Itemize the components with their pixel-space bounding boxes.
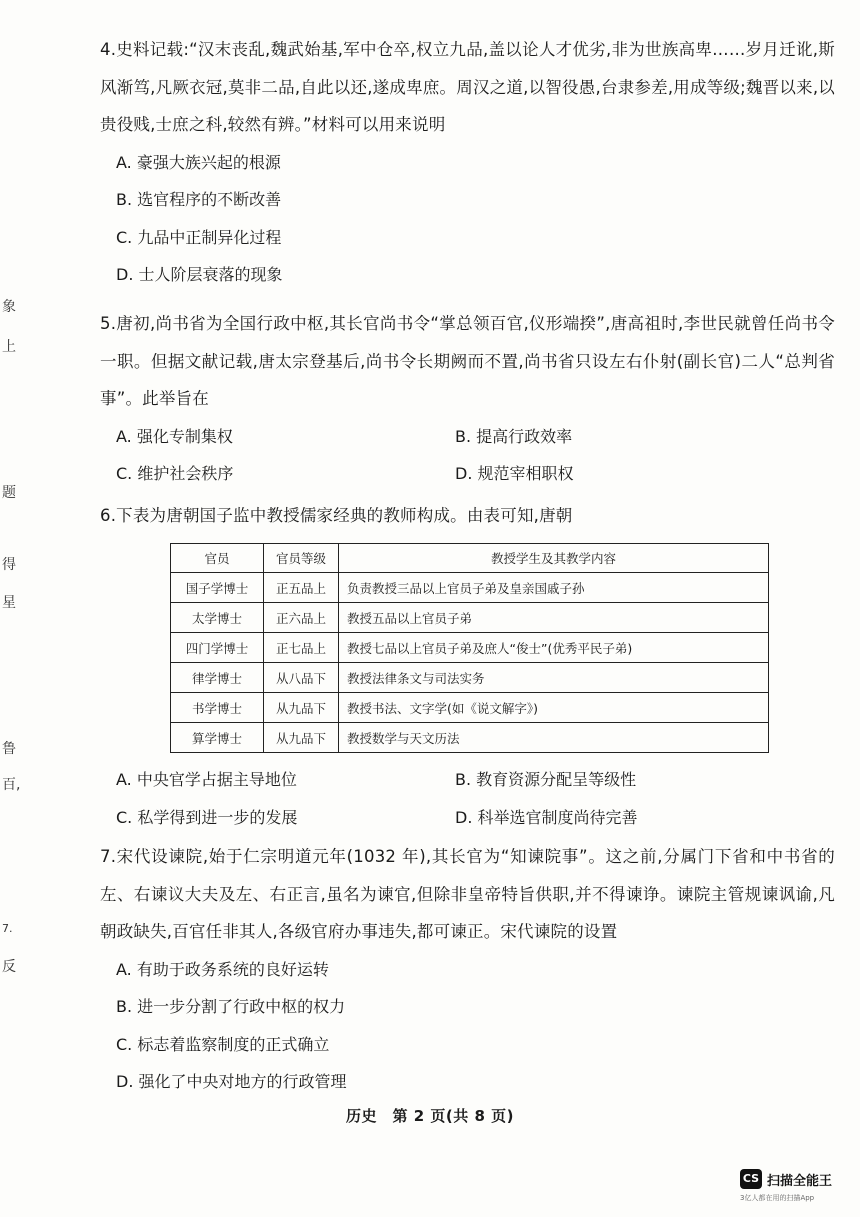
margin-char: 象	[2, 299, 16, 315]
options-row	[100, 455, 835, 493]
question-6-options	[100, 761, 835, 836]
table-cell: 教授书法、文字学(如《说文解字》)	[339, 693, 769, 723]
options-row	[100, 799, 835, 837]
question-7	[100, 838, 835, 1101]
option-b: B. 选官程序的不断改善	[116, 190, 282, 209]
option-b: B. 教育资源分配呈等级性	[455, 770, 637, 789]
question-5-stem: 5.唐初,尚书省为全国行政中枢,其长官尚书令“掌总领百官,仪形端揆”,唐高祖时,李世民就曾任尚书令一职。但据文献记载,唐太宗登基后,尚书令长期阙而不置,尚书省只设左右仆射(副长官)二人“总判省事”。此举旨在	[100, 314, 835, 408]
options-row	[100, 418, 835, 456]
table-row	[171, 663, 769, 693]
margin-char: 题	[2, 485, 16, 501]
table-cell: 教授五品以上官员子弟	[339, 603, 769, 633]
watermark-subtitle: 3亿人都在用的扫描App	[740, 1194, 815, 1202]
table-cell: 教授法律条文与司法实务	[339, 663, 769, 693]
option-c: C. 标志着监察制度的正式确立	[116, 1034, 330, 1054]
table-cell: 教授七品以上官员子弟及庶人“俊士”(优秀平民子弟)	[339, 633, 769, 663]
margin-char: 7.	[2, 922, 13, 935]
watermark-name: 扫描全能王	[767, 1174, 833, 1189]
option-d: D. 强化了中央对地方的行政管理	[116, 1072, 347, 1091]
table-cell: 正六品上	[264, 603, 339, 633]
table-cell: 负责教授三品以上官员子弟及皇亲国戚子孙	[339, 573, 769, 603]
table-cell: 书学博士	[171, 693, 264, 723]
question-6-stem: 6.下表为唐朝国子监中教授儒家经典的教师构成。由表可知,唐朝	[100, 506, 573, 525]
table-header: 官员等级	[264, 544, 339, 573]
table-row	[171, 633, 769, 663]
question-7-stem: 7.宋代设谏院,始于仁宗明道元年(1032 年),其长官为“知谏院事”。这之前,分属门下省和中书省的左、右谏议大夫及左、右正言,虽名为谏官,但除非皇帝特旨供职,并不得谏诤。谏院主管规谏讽谕,凡朝政缺失,百官任非其人,各级官府办事违失,都可谏正。宋代谏院的设置	[100, 847, 835, 941]
table-cell: 正七品上	[264, 633, 339, 663]
margin-char: 星	[2, 595, 16, 611]
table-cell: 教授数学与天文历法	[339, 723, 769, 753]
question-5	[100, 305, 835, 493]
table-cell: 国子学博士	[171, 573, 264, 603]
margin-char: 反	[2, 959, 16, 975]
option-c: C. 九品中正制异化过程	[116, 227, 282, 247]
option-a: A. 强化专制集权	[116, 426, 233, 446]
table-cell: 从九品下	[264, 693, 339, 723]
option-a: A. 有助于政务系统的良好运转	[116, 959, 329, 979]
option-b: B. 进一步分割了行政中枢的权力	[116, 997, 346, 1016]
option-a: A. 中央官学占据主导地位	[116, 770, 297, 789]
scanner-watermark	[740, 1167, 850, 1207]
binding-margin-text	[0, 0, 24, 1000]
table-header: 教授学生及其教学内容	[339, 544, 769, 573]
option-c: C. 私学得到进一步的发展	[116, 807, 298, 827]
table-cell: 太学博士	[171, 603, 264, 633]
page-footer: 历史 第 2 页(共 8 页)	[346, 1107, 514, 1125]
camscanner-logo-icon: CS	[740, 1169, 762, 1189]
option-b: B. 提高行政效率	[455, 426, 573, 446]
teacher-composition-table	[170, 543, 769, 753]
table-cell: 从九品下	[264, 723, 339, 753]
options-row	[100, 761, 835, 799]
table-cell: 算学博士	[171, 723, 264, 753]
table-row	[171, 723, 769, 753]
table-row	[171, 573, 769, 603]
option-c: C. 维护社会秩序	[116, 464, 234, 483]
table-cell: 正五品上	[264, 573, 339, 603]
margin-char: 鲁	[2, 741, 16, 757]
table-row	[171, 603, 769, 633]
margin-char: 百,	[2, 777, 21, 793]
table-row	[171, 693, 769, 723]
table-cell: 从八品下	[264, 663, 339, 693]
table-header: 官员	[171, 544, 264, 573]
option-a: A. 豪强大族兴起的根源	[116, 152, 281, 172]
table-header-row	[171, 544, 769, 573]
question-4	[100, 31, 835, 294]
question-4-stem: 4.史料记载:“汉末丧乱,魏武始基,军中仓卒,权立九品,盖以论人才优劣,非为世族高卑……岁月迁讹,斯风渐笃,凡厥衣冠,莫非二品,自此以还,遂成卑庶。周汉之道,以智役愚,台隶参差,用成等级;魏晋以来,以贵役贱,士庶之科,较然有辨。”材料可以用来说明	[100, 40, 835, 134]
margin-char: 得	[2, 557, 16, 573]
table-cell: 四门学博士	[171, 633, 264, 663]
question-6	[100, 497, 835, 535]
table-cell: 律学博士	[171, 663, 264, 693]
margin-char: 上	[2, 339, 16, 355]
option-d: D. 科举选官制度尚待完善	[455, 807, 638, 827]
option-d: D. 规范宰相职权	[455, 464, 574, 483]
option-d: D. 士人阶层衰落的现象	[116, 265, 283, 284]
